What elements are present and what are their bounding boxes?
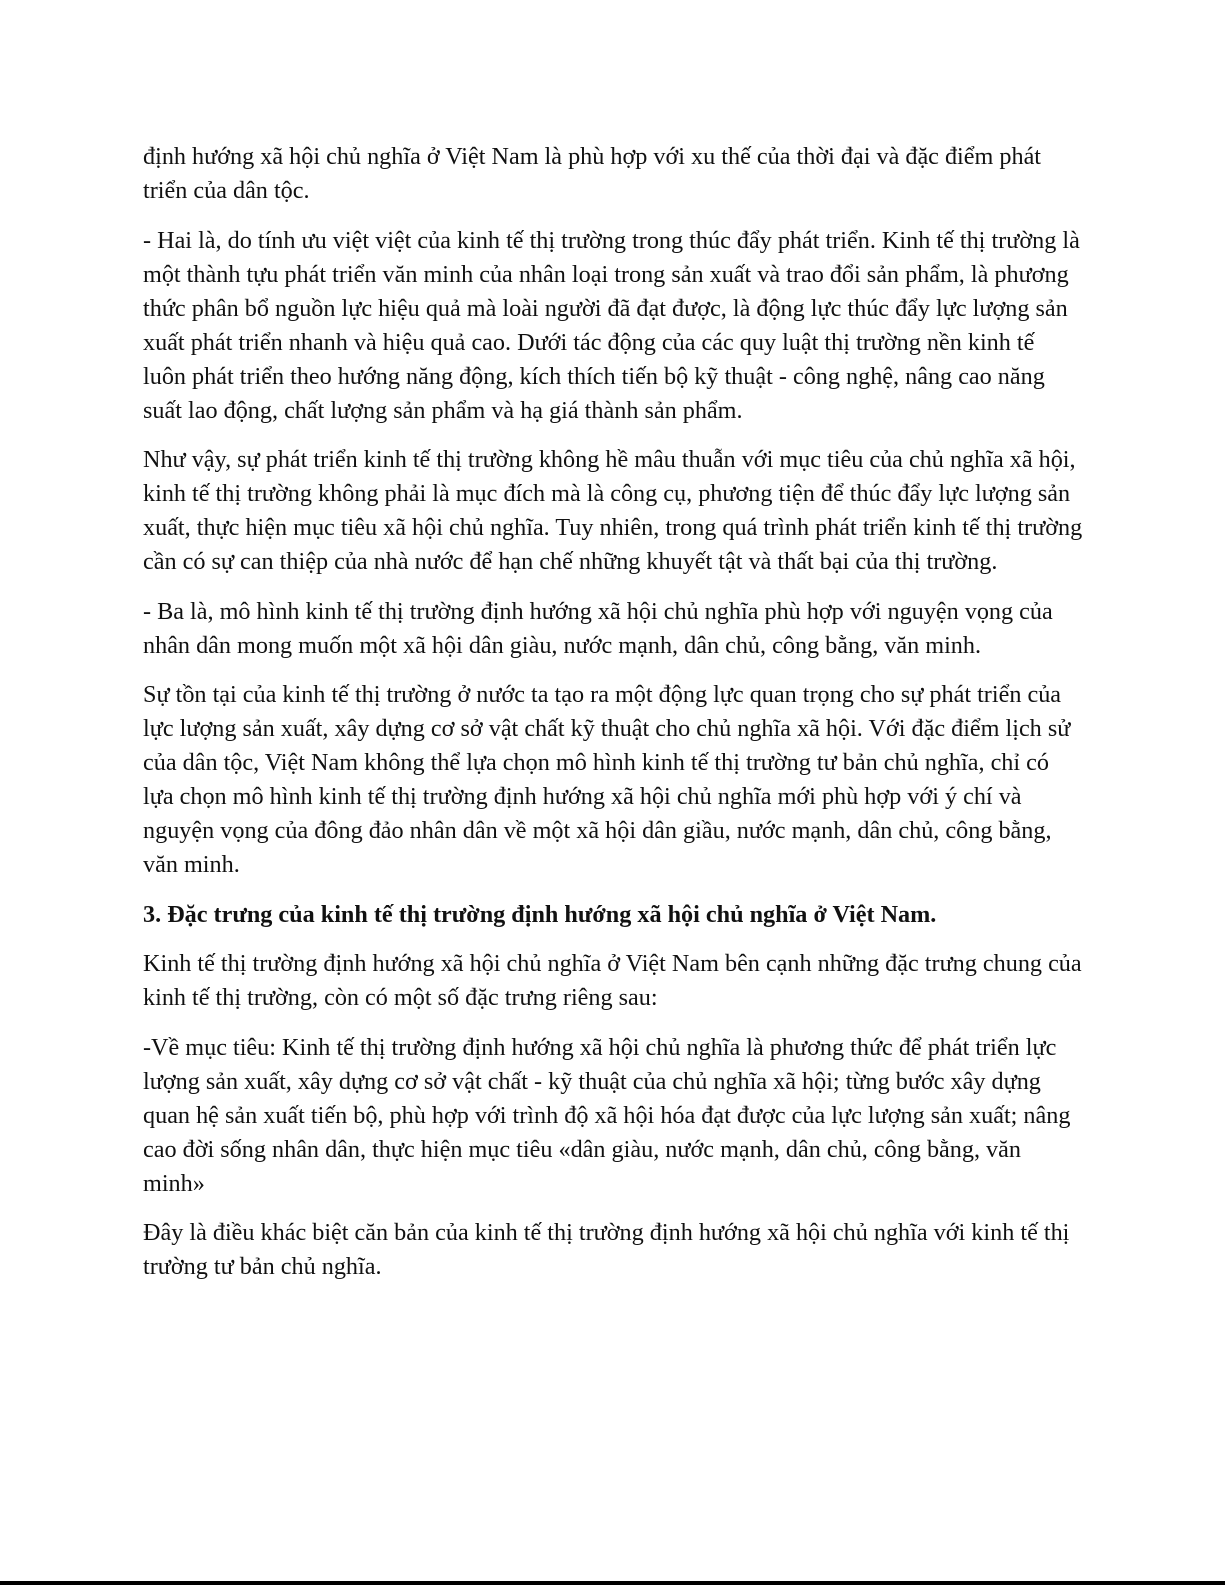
paragraph-1: định hướng xã hội chủ nghĩa ở Việt Nam là phù hợp với xu thế của thời đại và đặc điểm phát triển của dân tộc. bbox=[143, 143, 1042, 204]
document-body bbox=[143, 140, 1083, 1300]
paragraph-2: - Hai là, do tính ưu việt việt của kinh tế thị trường trong thúc đẩy phát triển. Kinh tế thị trường là một thành tựu phát triển văn minh của nhân loại trong sản xuất và trao đổi sản phẩm, là phương thức phân bổ nguồn lực hiệu quả mà loài người đã đạt được, là động lực thúc đẩy lực lượng sản xuất phát triển nhanh và hiệu quả cao. Dưới tác động của các quy luật thị trường nền kinh tế luôn phát triển theo hướng năng động, kích thích tiến bộ kỹ thuật - công nghệ, nâng cao năng suất lao động, chất lượng sản phẩm và hạ giá thành sản phẩm. bbox=[143, 226, 1080, 424]
section-heading: 3. Đặc trưng của kinh tế thị trường định hướng xã hội chủ nghĩa ở Việt Nam. bbox=[143, 900, 937, 928]
paragraph-3: Như vậy, sự phát triển kinh tế thị trường không hề mâu thuẫn với mục tiêu của chủ nghĩa xã hội, kinh tế thị trường không phải là mục đích mà là công cụ, phương tiện để thúc đẩy lực lượng sản xuất, thực hiện mục tiêu xã hội chủ nghĩa. Tuy nhiên, trong quá trình phát triển kinh tế thị trường cần có sự can thiệp của nhà nước để hạn chế những khuyết tật và thất bại của thị trường. bbox=[143, 446, 1083, 575]
paragraph-6: Kinh tế thị trường định hướng xã hội chủ nghĩa ở Việt Nam bên cạnh những đặc trưng chung của kinh tế thị trường, còn có một số đặc trưng riêng sau: bbox=[143, 950, 1082, 1011]
paragraph-5: Sự tồn tại của kinh tế thị trường ở nước ta tạo ra một động lực quan trọng cho sự phát triển của lực lượng sản xuất, xây dựng cơ sở vật chất kỹ thuật cho chủ nghĩa xã hội. Với đặc điểm lịch sử của dân tộc, Việt Nam không thể lựa chọn mô hình kinh tế thị trường tư bản chủ nghĩa, chỉ có lựa chọn mô hình kinh tế thị trường định hướng xã hội chủ nghĩa mới phù hợp với ý chí và nguyện vọng của đông đảo nhân dân về một xã hội dân giầu, nước mạnh, dân chủ, công bằng, văn minh. bbox=[143, 681, 1071, 878]
page-bottom-border bbox=[0, 1581, 1225, 1585]
paragraph-7: -Về mục tiêu: Kinh tế thị trường định hướng xã hội chủ nghĩa là phương thức để phát triển lực lượng sản xuất, xây dựng cơ sở vật chất - kỹ thuật của chủ nghĩa xã hội; từng bước xây dựng quan hệ sản xuất tiến bộ, phù hợp với trình độ xã hội hóa đạt được của lực lượng sản xuất; nâng cao đời sống nhân dân, thực hiện mục tiêu «dân giàu, nước mạnh, dân chủ, công bằng, văn minh» bbox=[143, 1033, 1071, 1197]
paragraph-8: Đây là điều khác biệt căn bản của kinh tế thị trường định hướng xã hội chủ nghĩa với kinh tế thị trường tư bản chủ nghĩa. bbox=[143, 1219, 1070, 1280]
paragraph-4: - Ba là, mô hình kinh tế thị trường định hướng xã hội chủ nghĩa phù hợp với nguyện vọng của nhân dân mong muốn một xã hội dân giàu, nước mạnh, dân chủ, công bằng, văn minh. bbox=[143, 597, 1053, 659]
